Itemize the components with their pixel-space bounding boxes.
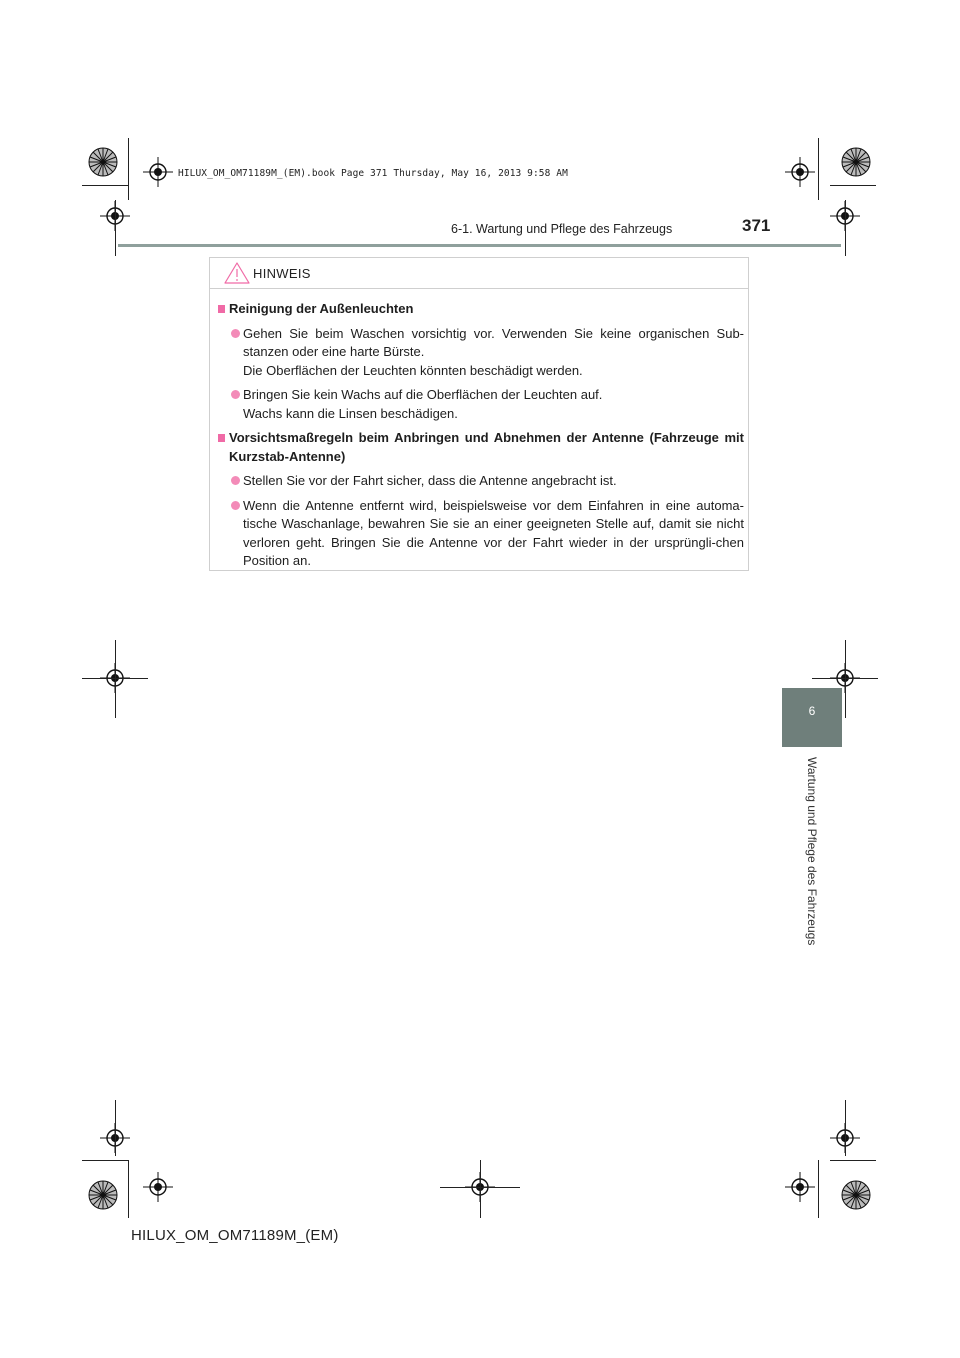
sunburst-mark-top-right (841, 147, 871, 177)
crop-line (845, 200, 846, 256)
crop-line (830, 1160, 876, 1161)
header-rule (118, 244, 841, 247)
registration-mark-bottom-left-2 (143, 1172, 173, 1202)
sunburst-mark-bottom-left (88, 1180, 118, 1210)
crop-line (128, 138, 129, 200)
section-heading: Vorsichtsmaßregeln beim Anbringen und Abnehmen der Antenne (Fahrzeuge mit Kurzstab-Antenne) (218, 429, 744, 466)
section-heading: Reinigung der Außenleuchten (218, 300, 744, 319)
list-item-continuation: Die Oberflächen der Leuchten könnten beschädigt werden. (243, 362, 583, 378)
crop-line (115, 200, 116, 256)
crop-line (818, 138, 819, 200)
list-item: Stellen Sie vor der Fahrt sicher, dass die Antenne angebracht ist. (218, 472, 744, 491)
square-bullet-icon (218, 434, 225, 442)
footer-document-code: HILUX_OM_OM71189M_(EM) (131, 1227, 339, 1244)
crop-line (480, 1160, 481, 1218)
crop-line (845, 640, 846, 718)
print-info-line: HILUX_OM_OM71189M_(EM).book Page 371 Thursday, May 16, 2013 9:58 AM (178, 168, 568, 179)
list-item: Gehen Sie beim Waschen vorsichtig vor. Verwenden Sie keine organischen Sub-stanzen oder eine harte Bürste. (218, 325, 744, 362)
crop-line (82, 1160, 128, 1161)
section-title: 6-1. Wartung und Pflege des Fahrzeugs (451, 222, 673, 236)
sunburst-mark-bottom-right (841, 1180, 871, 1210)
crop-line (830, 185, 876, 186)
chapter-side-label: Wartung und Pflege des Fahrzeugs (805, 757, 819, 946)
list-item: Bringen Sie kein Wachs auf die Oberflächen der Leuchten auf. (218, 386, 744, 405)
bullet-dot-icon (231, 501, 240, 510)
square-bullet-icon (218, 305, 225, 313)
chapter-tab[interactable] (782, 688, 842, 747)
warning-triangle-icon (224, 262, 250, 284)
chapter-number: 6 (808, 704, 816, 718)
crop-line (82, 678, 148, 679)
list-item-continuation: Wachs kann die Linsen beschädigen. (243, 405, 458, 421)
crop-line (818, 1160, 819, 1218)
page-number: 371 (742, 216, 771, 235)
notice-box (209, 257, 749, 571)
sunburst-mark-top-left (88, 147, 118, 177)
registration-mark-bottom-right-2 (785, 1172, 815, 1202)
notice-title: HINWEIS (253, 266, 311, 281)
crop-line (128, 1160, 129, 1218)
crop-line (812, 678, 878, 679)
list-item: Wenn die Antenne entfernt wird, beispielsweise vor dem Einfahren in eine automa-tische Waschanlage, bewahren Sie sie an einer geeigneten Stelle auf, damit sie nicht verloren geht. Bringen Sie die Antenne vor der Fahrt wieder in der ursprüngli-chen Position an. (218, 497, 744, 571)
crop-line (115, 640, 116, 718)
bullet-dot-icon (231, 390, 240, 399)
bullet-dot-icon (231, 476, 240, 485)
registration-mark-top-right-1 (785, 157, 815, 187)
notice-header (210, 258, 748, 289)
crop-line (115, 1100, 116, 1156)
bullet-dot-icon (231, 329, 240, 338)
notice-content (218, 300, 744, 577)
crop-line (845, 1100, 846, 1156)
registration-mark-top-left-1 (143, 157, 173, 187)
crop-line (82, 185, 128, 186)
